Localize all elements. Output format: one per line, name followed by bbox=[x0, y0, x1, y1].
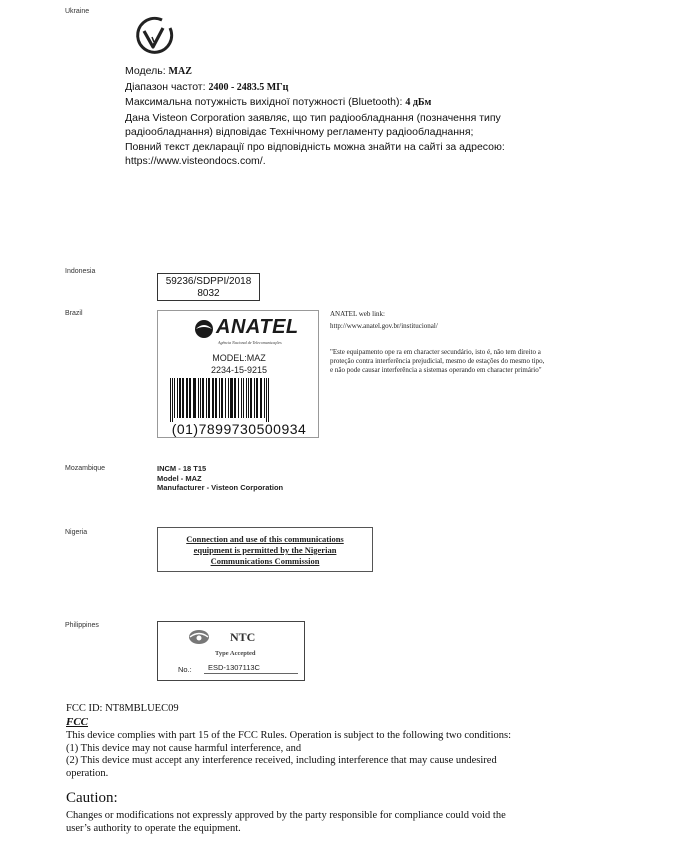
mozambique-label bbox=[157, 464, 283, 493]
barcode-bar bbox=[248, 378, 249, 418]
nigeria-ncc-box bbox=[157, 527, 373, 572]
barcode-bar bbox=[243, 378, 244, 418]
barcode-bar bbox=[256, 378, 258, 418]
barcode-bar bbox=[208, 378, 210, 418]
ukraine-model-value: MAZ bbox=[168, 66, 192, 77]
anatel-notice-line: e não pode causar interferência a sistemas operando em character primário" bbox=[330, 366, 542, 374]
country-label-indonesia: Indonesia bbox=[65, 268, 96, 275]
barcode-bar bbox=[177, 378, 178, 418]
barcode-bar bbox=[238, 378, 239, 418]
fcc-statement-line: (1) This device may not cause harmful interference, and bbox=[66, 742, 302, 754]
nigeria-ncc-line: Communications Commission bbox=[210, 556, 320, 566]
ntc-title: NTC bbox=[230, 630, 256, 644]
barcode-bar bbox=[198, 378, 199, 418]
ntc-type-accepted: Type Accepted bbox=[215, 650, 256, 657]
ukraine-power-row: Максимальна потужність вихідної потужності (Bluetooth): 4 дБм bbox=[125, 96, 432, 108]
caution-line: Changes or modifications not expressly approved by the party responsible for compliance could void the bbox=[66, 810, 506, 821]
barcode-bar bbox=[221, 378, 223, 418]
nigeria-ncc-line: equipment is permitted by the Nigerian bbox=[193, 545, 337, 555]
country-label-nigeria: Nigeria bbox=[65, 529, 88, 536]
fcc-statement-line: (2) This device must accept any interference received, including interference that may cause undesired bbox=[66, 755, 497, 766]
indonesia-cert-code: 8032 bbox=[197, 288, 220, 299]
barcode-bar bbox=[246, 378, 247, 418]
barcode-bar bbox=[230, 378, 233, 418]
ukraine-conformity-mark-icon bbox=[132, 14, 176, 58]
caution-text bbox=[66, 810, 506, 835]
barcode-bar bbox=[268, 378, 269, 422]
fcc-id: FCC ID: NT8MBLUEC09 bbox=[66, 703, 179, 714]
anatel-barcode-number: (01)7899730500934 bbox=[171, 421, 307, 437]
barcode-bar bbox=[264, 378, 265, 418]
barcode-bar bbox=[228, 378, 229, 418]
indonesia-certificate-box bbox=[157, 273, 260, 301]
anatel-label-card bbox=[157, 310, 319, 438]
nigeria-ncc-line: Connection and use of this communications bbox=[186, 534, 344, 544]
barcode-bar bbox=[215, 378, 217, 418]
barcode-bar bbox=[174, 378, 175, 418]
country-label-brazil: Brazil bbox=[65, 310, 83, 317]
ukraine-power-value: 4 дБм bbox=[405, 97, 432, 108]
ntc-number-label: No.: bbox=[178, 665, 192, 674]
barcode-bar bbox=[170, 378, 171, 422]
ukraine-frequency-value: 2400 - 2483.5 МГц bbox=[208, 81, 289, 93]
ukraine-declaration-line: Дана Visteon Corporation заявляє, що тип радіообладнання (позначення типу bbox=[125, 111, 501, 124]
anatel-barcode bbox=[168, 378, 310, 422]
country-label-mozambique: Mozambique bbox=[65, 465, 106, 472]
anatel-weblink-url[interactable]: http://www.anatel.gov.br/institucional/ bbox=[330, 322, 438, 330]
barcode-bar bbox=[266, 378, 267, 422]
barcode-bar bbox=[254, 378, 255, 418]
anatel-logo-icon bbox=[194, 319, 214, 339]
ntc-number-underline bbox=[204, 673, 298, 674]
country-label-ukraine: Ukraine bbox=[65, 8, 90, 15]
ukraine-declaration-url: https://www.visteondocs.com/. bbox=[125, 155, 266, 167]
mozambique-incm: INCM - 18 T15 bbox=[157, 464, 207, 473]
barcode-bar bbox=[225, 378, 226, 418]
ntc-number-value: ESD-1307113C bbox=[208, 663, 260, 672]
barcode-bar bbox=[186, 378, 188, 418]
barcode-bar bbox=[241, 378, 242, 418]
fcc-statement bbox=[66, 730, 511, 780]
barcode-bar bbox=[193, 378, 196, 418]
barcode-bar bbox=[234, 378, 236, 418]
barcode-bar bbox=[219, 378, 220, 418]
mozambique-model: Model - MAZ bbox=[157, 473, 202, 483]
barcode-bar bbox=[179, 378, 181, 418]
anatel-notice-line: proteção contra interferência prejudicial, mesmo de estações do mesmo tipo, bbox=[330, 357, 545, 365]
anatel-logo-text: ANATEL bbox=[216, 316, 299, 338]
ukraine-model-row: Модель: MAZ bbox=[125, 65, 192, 77]
barcode-bar bbox=[172, 378, 173, 422]
ukraine-frequency-row: Діапазон частот: 2400 - 2483.5 МГц bbox=[125, 80, 289, 93]
caution-line: user’s authority to operate the equipment. bbox=[66, 822, 241, 834]
barcode-bar bbox=[206, 378, 207, 418]
anatel-logo-subtitle: Agência Nacional de Telecomunicações bbox=[218, 340, 282, 345]
ntc-label-box bbox=[157, 621, 305, 681]
ntc-logo-icon bbox=[188, 629, 210, 645]
barcode-bar bbox=[260, 378, 262, 418]
barcode-bar bbox=[212, 378, 214, 418]
anatel-model: MODEL:MAZ bbox=[212, 353, 266, 363]
ukraine-declaration-line: Повний текст декларації про відповідність можна знайти на сайті за адресою: bbox=[125, 140, 505, 153]
barcode-bar bbox=[200, 378, 201, 418]
fcc-heading: FCC bbox=[66, 716, 89, 728]
ukraine-declaration bbox=[125, 64, 505, 169]
indonesia-cert-number: 59236/SDPPI/2018 bbox=[165, 276, 252, 287]
anatel-notice-line: "Este equipamento ope ra em character secundário, isto é, não tem direito a bbox=[330, 348, 541, 356]
barcode-bar bbox=[189, 378, 191, 418]
anatel-homologation-number: 2234-15-9215 bbox=[210, 365, 268, 375]
caution-heading: Caution: bbox=[66, 790, 118, 806]
ukraine-declaration-line: радіообладнання) відповідає Технічному регламенту радіообладнання; bbox=[125, 126, 474, 138]
fcc-statement-line: operation. bbox=[66, 767, 109, 779]
country-label-philippines: Philippines bbox=[65, 622, 99, 629]
anatel-notice bbox=[330, 348, 544, 375]
barcode-bar bbox=[250, 378, 252, 418]
barcode-bar bbox=[182, 378, 184, 418]
barcode-bar bbox=[202, 378, 204, 418]
fcc-statement-line: This device complies with part 15 of the FCC Rules. Operation is subject to the following two conditions: bbox=[66, 730, 512, 741]
anatel-weblink-label: ANATEL web link: bbox=[330, 310, 385, 318]
mozambique-manufacturer: Manufacturer - Visteon Corporation bbox=[157, 483, 284, 492]
